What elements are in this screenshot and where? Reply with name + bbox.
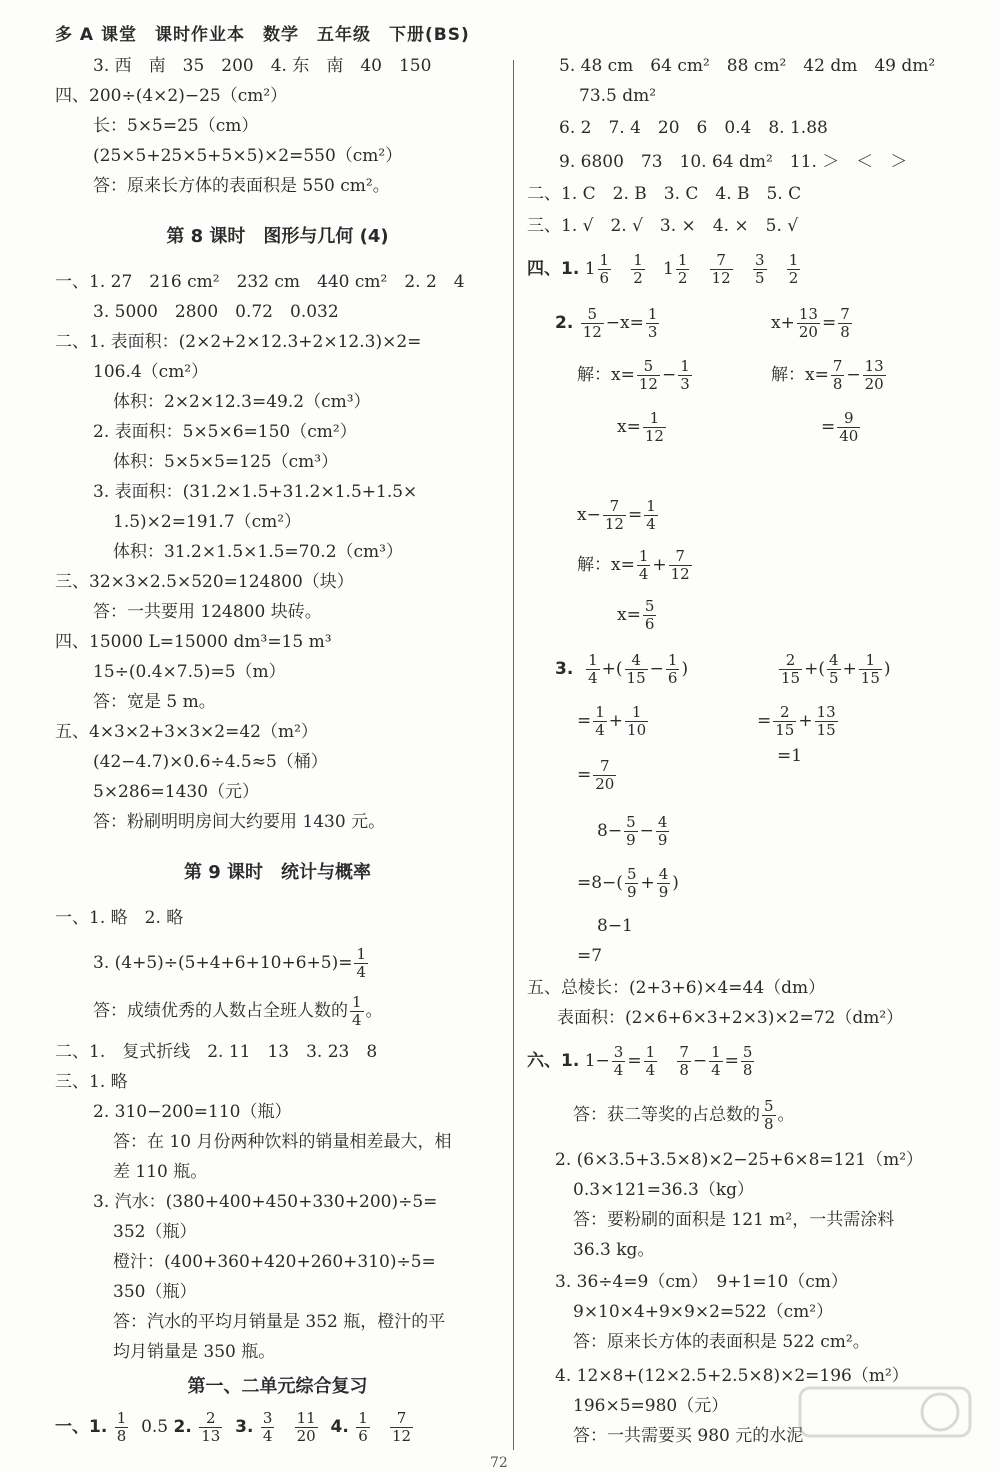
fraction: $\frac{1}{2}$ [633, 251, 643, 287]
left-line: 2. 表面积：5×5×6=150（cm²） [93, 422, 357, 442]
q6-1-answer: 答：获二等奖的占总数的 $\frac{5}{8}$ 。 [573, 1097, 795, 1133]
eq-c-3: x= $\frac{5}{6}$ [617, 597, 655, 633]
right-line: 五、总棱长：(2+3+6)×4=44（dm） [527, 978, 826, 998]
fraction: $\frac{3}{5}$ [754, 251, 765, 287]
eq-b-2: 解：x= $\frac{7}{8}$ − $\frac{13}{20}$ [771, 357, 884, 393]
left-line: 5×286=1430（元） [93, 782, 260, 802]
left-line: 2. 310−200=110（瓶） [93, 1102, 292, 1122]
left-line: 均月销量是 350 瓶。 [113, 1342, 276, 1362]
left-line: 答：一共要用 124800 块砖。 [93, 602, 322, 622]
left-line: 106.4（cm²） [93, 362, 209, 382]
calc-a-1: 3. $\frac{1}{4}$ +( $\frac{4}{15}$ − $\frac{1}{6}$ ) [555, 651, 689, 687]
fraction: $\frac{1}{8}$ [116, 1409, 127, 1445]
left-line: 答：粉刷明明房间大约要用 1430 元。 [93, 812, 386, 832]
right-line: 8−1 [597, 916, 633, 936]
left-line: 二、1. 复式折线 2. 11 13 3. 23 8 [55, 1042, 378, 1062]
answer-text: 答：成绩优秀的人数占全班人数的 [93, 1001, 348, 1021]
right-line: 2. (6×3.5+3.5×8)×2−25+6×8=121（m²） [555, 1150, 924, 1170]
fraction: $\frac{1}{2}$ [677, 251, 688, 287]
right-line: 9×10×4+9×9×2=522（cm²） [573, 1302, 834, 1322]
q4-1-line: 四、1. 1 $\frac{1}{6}$ $\frac{1}{2}$ 1 $\frac{1}{2}$ $\frac{7}{12}$ $\frac{3}{5}$ $\frac{1}{2}$ [527, 251, 799, 287]
left-line: 四、200÷(4×2)−25（cm²） [55, 86, 288, 106]
right-line: =1 [777, 746, 803, 766]
left-line: 15÷(0.4×7.5)=5（m） [93, 662, 286, 682]
right-line: 196×5=980（元） [573, 1396, 729, 1416]
right-line: 表面积：(2×6+6×3+2×3)×2=72（dm²） [557, 1008, 904, 1028]
left-line: 五、4×3×2+3×3×2=42（m²） [55, 722, 318, 742]
left-line: 差 110 瓶。 [113, 1162, 208, 1182]
left-line: 体积：2×2×12.3=49.2（cm³） [113, 392, 371, 412]
left-line: 二、1. 表面积：(2×2+2×12.3+2×12.3)×2= [55, 332, 422, 352]
right-line: 5. 48 cm 64 cm² 88 cm² 42 dm 49 dm² [559, 56, 936, 76]
calc-b-2: = $\frac{2}{15}$ + $\frac{13}{15}$ [757, 703, 836, 739]
left-line: 答：在 10 月份两种饮料的销量相差最大，相 [113, 1132, 452, 1152]
fraction: $\frac{1}{4}$ [352, 993, 362, 1029]
right-line: 答：原来长方体的表面积是 522 cm²。 [573, 1332, 870, 1352]
section-title-lesson9: 第 9 课时 统计与概率 [183, 862, 372, 883]
left-line: 一、1. 27 216 cm² 232 cm 440 cm² 2. 2 4 [55, 272, 465, 292]
right-line: 73.5 dm² [579, 86, 657, 106]
left-line: 352（瓶） [113, 1222, 197, 1242]
page-number: 72 [490, 1455, 508, 1471]
eq-b-3: = $\frac{9}{40}$ [821, 409, 859, 445]
eq-a-3: x= $\frac{1}{12}$ [617, 409, 664, 445]
left-line: 3. 5000 2800 0.72 0.032 [93, 302, 339, 322]
section-title-lesson8: 第 8 课时 图形与几何 (4) [166, 226, 389, 247]
eq-b-1: x+ $\frac{13}{20}$ = $\frac{7}{8}$ [771, 305, 850, 341]
watermark-logo [790, 1380, 980, 1460]
left-line: 3. 表面积：(31.2×1.5+31.2×1.5+1.5× [93, 482, 418, 502]
left-line: 350（瓶） [113, 1282, 197, 1302]
fraction: $\frac{1}{6}$ [358, 1409, 368, 1445]
left-line: 一、1. 略 2. 略 [55, 908, 184, 928]
fraction: $\frac{7}{12}$ [391, 1409, 412, 1445]
left-line: 1.5)×2=191.7（cm²） [113, 512, 302, 532]
left-line: 四、15000 L=15000 dm³=15 m³ [55, 632, 332, 652]
right-line: 二、1. C 2. B 3. C 4. B 5. C [527, 184, 802, 204]
right-line: 答：要粉刷的面积是 121 m²，一共需涂料 [573, 1210, 895, 1230]
right-line: 9. 6800 73 10. 64 dm² 11. ＞ ＜ ＞ [559, 152, 908, 172]
review-line-1: 一、1. $\frac{1}{8}$ 0.5 2. $\frac{2}{13}$ 3. $\frac{3}{4}$ $\frac{11}{20}$ 4. $\frac{1}{6}$ $\frac{7}{12}$ [55, 1409, 412, 1445]
q6-1-line: 六、1. 1− $\frac{3}{4}$ = $\frac{1}{4}$ $\frac{7}{8}$ − $\frac{1}{4}$ = $\frac{5}{8}$ [527, 1043, 753, 1079]
left-line: 体积：5×5×5=125（cm³） [113, 452, 339, 472]
eq-c-1: x− $\frac{7}{12}$ = $\frac{1}{4}$ [577, 497, 656, 533]
eq-a-2: 解：x= $\frac{5}{12}$ − $\frac{1}{3}$ [577, 357, 690, 393]
left-line: 3. 西 南 35 200 4. 东 南 40 150 [93, 56, 432, 76]
stat-q3-expr: 3. (4+5)÷(5+4+6+10+6+5)= [93, 953, 353, 973]
stat-q3-answer: 答：成绩优秀的人数占全班人数的 $\frac{1}{4}$ 。 [93, 993, 383, 1029]
right-line: 36.3 kg。 [573, 1240, 655, 1260]
section-title-review: 第一、二单元综合复习 [187, 1376, 368, 1397]
fraction: $\frac{3}{4}$ [262, 1409, 273, 1445]
right-line: =7 [577, 946, 603, 966]
column-divider [513, 60, 514, 1450]
calc-c-2: =8−( $\frac{5}{9}$ + $\frac{4}{9}$ ) [577, 865, 679, 901]
right-line: 答：一共需要买 980 元的水泥 [573, 1426, 804, 1446]
left-line: 体积：31.2×1.5×1.5=70.2（cm³） [113, 542, 403, 562]
calc-c-1: 8− $\frac{5}{9}$ − $\frac{4}{9}$ [597, 813, 668, 849]
right-line: 6. 2 7. 4 20 6 0.4 8. 1.88 [559, 118, 828, 138]
fraction: $\frac{11}{20}$ [296, 1409, 316, 1445]
calc-b-1: $\frac{2}{15}$ +( $\frac{4}{5}$ + $\frac{1}{15}$ ) [781, 651, 891, 687]
left-line: 3. 汽水：(380+400+450+330+200)÷5= [93, 1192, 438, 1212]
left-line: (25×5+25×5+5×5)×2=550（cm²） [93, 146, 403, 166]
calc-a-3: = $\frac{7}{20}$ [577, 757, 615, 793]
left-line: (42−4.7)×0.6÷4.5≈5（桶） [93, 752, 328, 772]
left-line: 答：汽水的平均月销量是 352 瓶，橙汁的平 [113, 1312, 446, 1332]
left-line: 答：原来长方体的表面积是 550 cm²。 [93, 176, 390, 196]
left-line: 长：5×5=25（cm） [93, 116, 259, 136]
fraction: $\frac{1}{4}$ [356, 945, 366, 981]
eq-c-2: 解：x= $\frac{1}{4}$ + $\frac{7}{12}$ [577, 547, 690, 583]
fraction: $\frac{1}{6}$ [599, 251, 610, 287]
left-line: 三、1. 略 [55, 1072, 128, 1092]
fraction: $\frac{1}{2}$ [788, 251, 799, 287]
left-line: 三、32×3×2.5×520=124800（块） [55, 572, 354, 592]
calc-a-2: = $\frac{1}{4}$ + $\frac{1}{10}$ [577, 703, 647, 739]
stat-q3-line [93, 946, 370, 981]
eq-a-1: 2. $\frac{5}{12}$ −x= $\frac{1}{3}$ [555, 305, 658, 341]
fraction: $\frac{7}{12}$ [711, 251, 731, 287]
right-line: 0.3×121=36.3（kg） [573, 1180, 755, 1200]
right-line: 4. 12×8+(12×2.5+2.5×8)×2=196（m²） [555, 1366, 909, 1386]
fraction: $\frac{2}{13}$ [201, 1409, 221, 1445]
right-line: 三、1. √ 2. √ 3. × 4. × 5. √ [527, 216, 799, 236]
left-line: 橙汁：(400+360+420+260+310)÷5= [113, 1252, 436, 1272]
page-header: 多 A 课堂 课时作业本 数学 五年级 下册(BS) [55, 25, 470, 45]
left-line: 答：宽是 5 m。 [93, 692, 216, 712]
right-line: 3. 36÷4=9（cm） 9+1=10（cm） [555, 1272, 848, 1292]
